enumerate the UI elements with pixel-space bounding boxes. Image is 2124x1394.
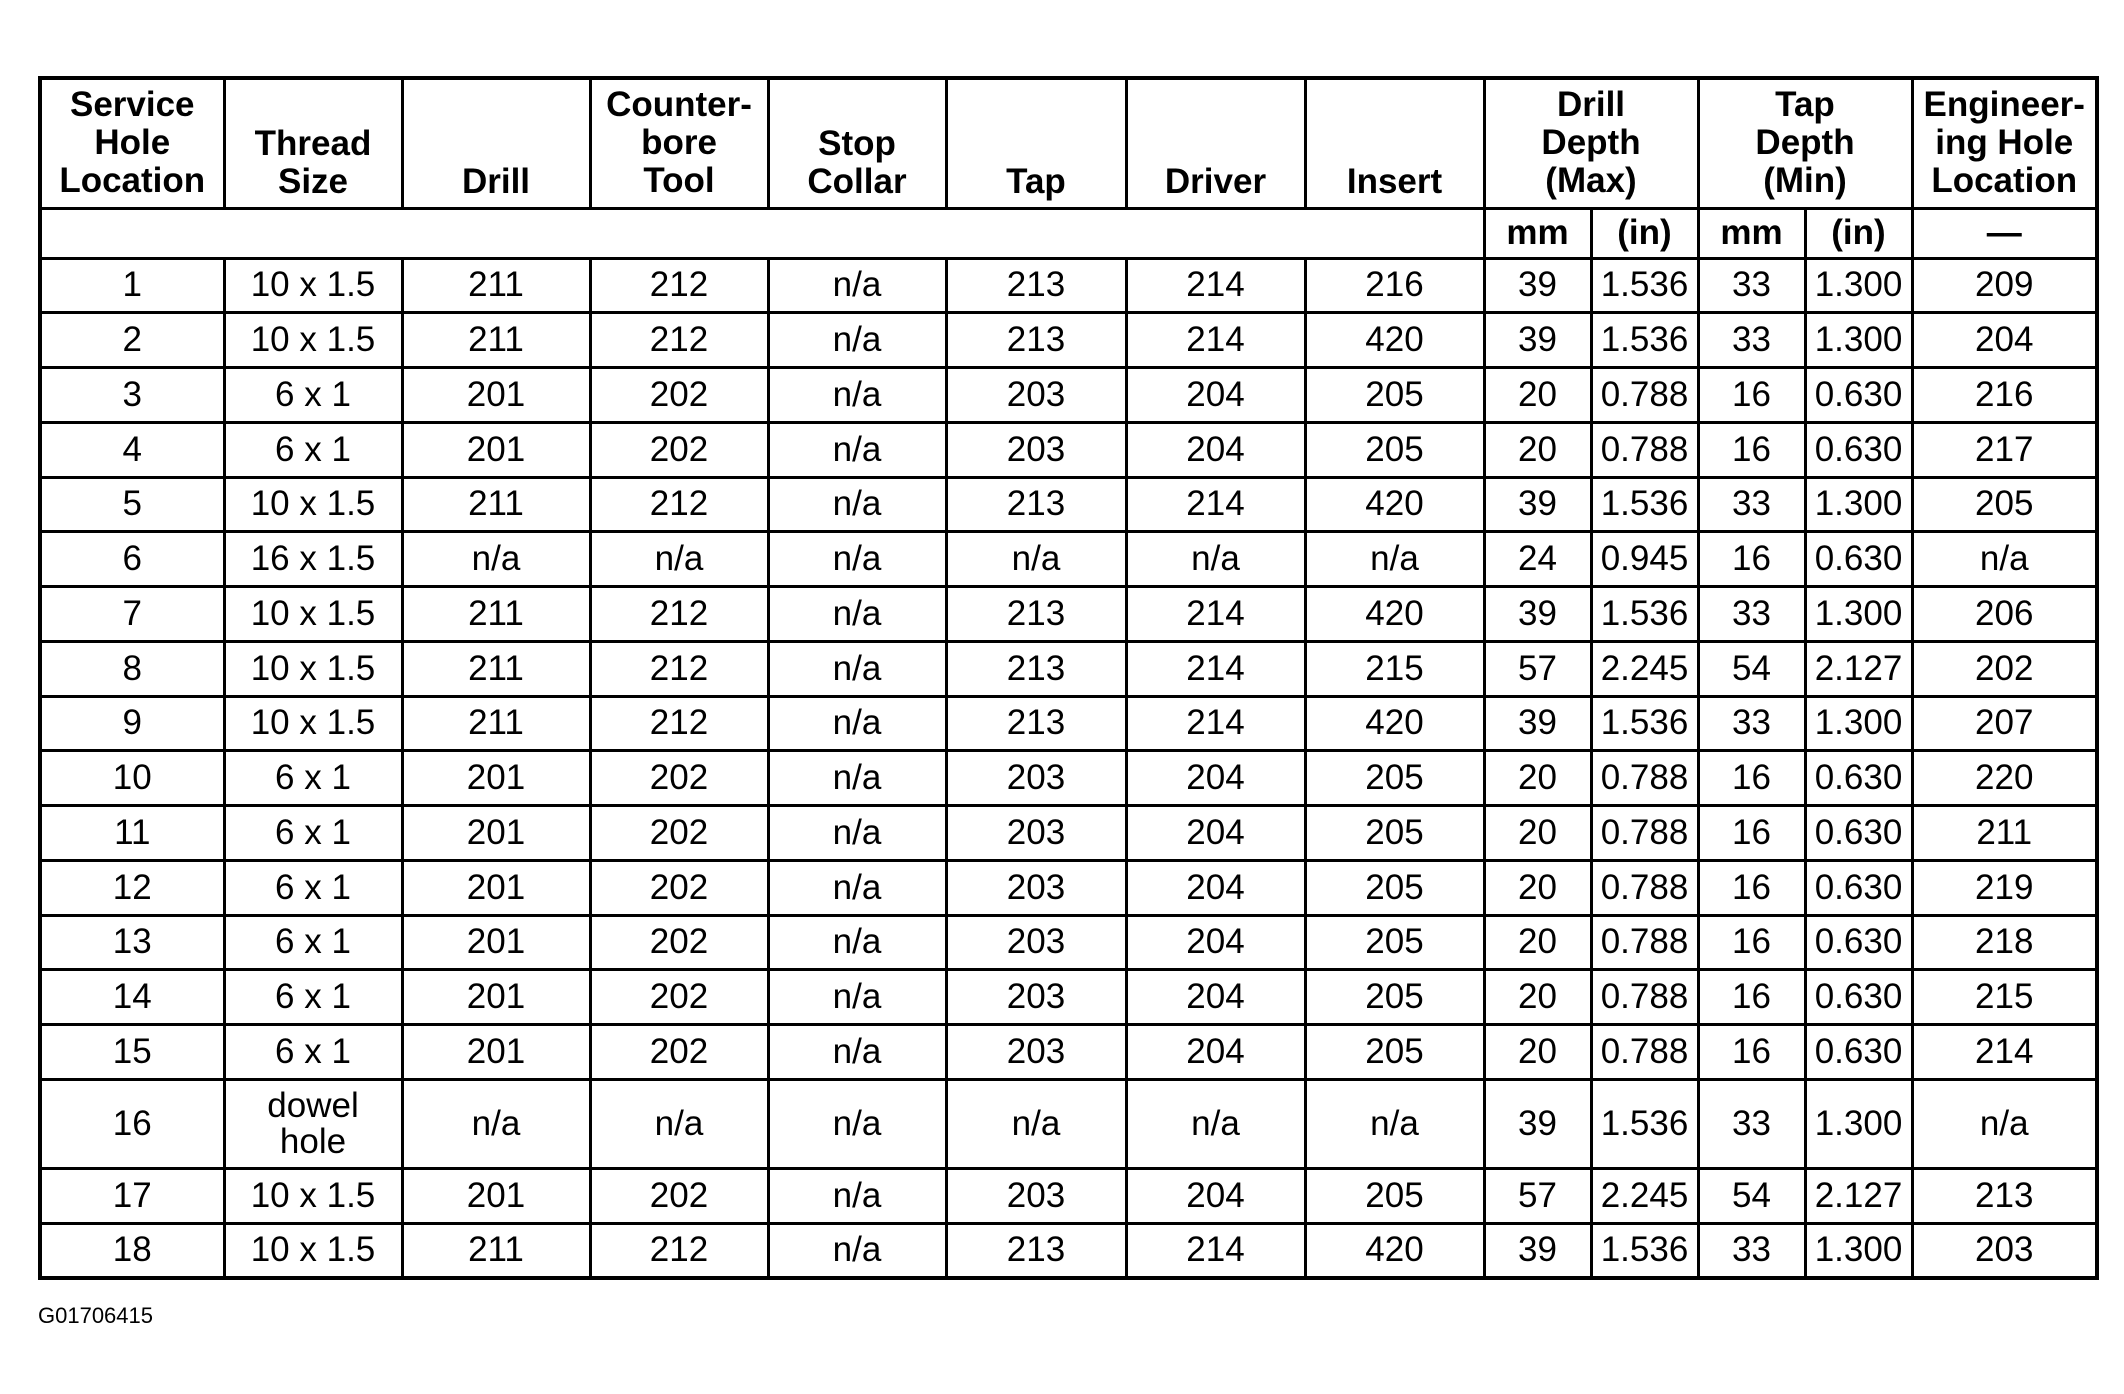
table-row — [40, 313, 2097, 368]
cell-drill-depth-in: 0.788 — [1591, 1025, 1698, 1080]
cell-engineering-hole-location: 216 — [1912, 368, 2097, 423]
cell-insert: 205 — [1305, 422, 1484, 477]
cell-drill-depth-in: 0.945 — [1591, 532, 1698, 587]
cell-driver: n/a — [1126, 1079, 1305, 1168]
cell-insert: 205 — [1305, 915, 1484, 970]
cell-tap-depth-in: 1.300 — [1805, 258, 1912, 313]
cell-drill-depth-in: 2.245 — [1591, 641, 1698, 696]
cell-driver: 204 — [1126, 860, 1305, 915]
cell-stop-collar: n/a — [768, 587, 946, 642]
cell-tap-depth-in: 1.300 — [1805, 1223, 1912, 1278]
cell-engineering-hole-location: n/a — [1912, 1079, 2097, 1168]
cell-service-hole-location: 7 — [40, 587, 224, 642]
cell-counterbore-tool: 202 — [590, 915, 768, 970]
cell-driver: 214 — [1126, 696, 1305, 751]
cell-service-hole-location: 18 — [40, 1223, 224, 1278]
cell-thread-size: dowel hole — [224, 1079, 402, 1168]
cell-engineering-hole-location: 218 — [1912, 915, 2097, 970]
cell-insert: 420 — [1305, 587, 1484, 642]
cell-engineering-hole-location: 207 — [1912, 696, 2097, 751]
cell-tap: 213 — [946, 258, 1126, 313]
unit-tap-depth-mm: mm — [1698, 208, 1805, 258]
cell-drill-depth-in: 1.536 — [1591, 258, 1698, 313]
cell-drill: 201 — [402, 1025, 590, 1080]
cell-counterbore-tool: n/a — [590, 532, 768, 587]
table-row — [40, 696, 2097, 751]
cell-service-hole-location: 9 — [40, 696, 224, 751]
cell-insert: 205 — [1305, 860, 1484, 915]
cell-engineering-hole-location: 217 — [1912, 422, 2097, 477]
cell-driver: 204 — [1126, 970, 1305, 1025]
cell-drill: 201 — [402, 1168, 590, 1223]
cell-tap-depth-mm: 16 — [1698, 532, 1805, 587]
cell-driver: 214 — [1126, 1223, 1305, 1278]
cell-tap-depth-mm: 33 — [1698, 1079, 1805, 1168]
cell-service-hole-location: 11 — [40, 806, 224, 861]
table-row — [40, 1025, 2097, 1080]
cell-tap-depth-in: 0.630 — [1805, 532, 1912, 587]
cell-drill-depth-mm: 20 — [1484, 806, 1591, 861]
cell-engineering-hole-location: 205 — [1912, 477, 2097, 532]
cell-tap-depth-in: 0.630 — [1805, 422, 1912, 477]
table-row — [40, 1168, 2097, 1223]
cell-drill-depth-in: 1.536 — [1591, 696, 1698, 751]
cell-tap: 213 — [946, 587, 1126, 642]
cell-tap: 203 — [946, 860, 1126, 915]
cell-insert: n/a — [1305, 532, 1484, 587]
cell-tap-depth-in: 1.300 — [1805, 1079, 1912, 1168]
header-thread-size: Thread Size — [224, 78, 402, 208]
cell-service-hole-location: 17 — [40, 1168, 224, 1223]
cell-insert: 420 — [1305, 1223, 1484, 1278]
cell-tap-depth-in: 2.127 — [1805, 1168, 1912, 1223]
cell-tap-depth-mm: 16 — [1698, 806, 1805, 861]
cell-tap-depth-in: 0.630 — [1805, 970, 1912, 1025]
cell-tap-depth-in: 0.630 — [1805, 806, 1912, 861]
header-tap: Tap — [946, 78, 1126, 208]
cell-service-hole-location: 16 — [40, 1079, 224, 1168]
table-row — [40, 641, 2097, 696]
cell-service-hole-location: 6 — [40, 532, 224, 587]
cell-tap: 203 — [946, 970, 1126, 1025]
cell-drill-depth-mm: 20 — [1484, 970, 1591, 1025]
table-row — [40, 915, 2097, 970]
cell-counterbore-tool: 202 — [590, 860, 768, 915]
cell-drill-depth-in: 1.536 — [1591, 1079, 1698, 1168]
cell-tap-depth-mm: 16 — [1698, 970, 1805, 1025]
unit-drill-depth-in: (in) — [1591, 208, 1698, 258]
cell-thread-size: 10 x 1.5 — [224, 477, 402, 532]
cell-driver: 204 — [1126, 422, 1305, 477]
cell-driver: n/a — [1126, 532, 1305, 587]
cell-stop-collar: n/a — [768, 641, 946, 696]
table-row — [40, 860, 2097, 915]
cell-tap-depth-mm: 33 — [1698, 313, 1805, 368]
cell-service-hole-location: 13 — [40, 915, 224, 970]
cell-driver: 204 — [1126, 368, 1305, 423]
cell-drill-depth-in: 1.536 — [1591, 313, 1698, 368]
cell-engineering-hole-location: 211 — [1912, 806, 2097, 861]
cell-tap-depth-in: 1.300 — [1805, 587, 1912, 642]
cell-drill-depth-in: 0.788 — [1591, 806, 1698, 861]
cell-drill-depth-mm: 39 — [1484, 313, 1591, 368]
cell-drill-depth-in: 1.536 — [1591, 477, 1698, 532]
cell-tap: 203 — [946, 422, 1126, 477]
cell-stop-collar: n/a — [768, 368, 946, 423]
cell-stop-collar: n/a — [768, 751, 946, 806]
cell-tap: 213 — [946, 641, 1126, 696]
cell-stop-collar: n/a — [768, 970, 946, 1025]
cell-drill-depth-in: 2.245 — [1591, 1168, 1698, 1223]
cell-driver: 214 — [1126, 587, 1305, 642]
cell-thread-size: 6 x 1 — [224, 1025, 402, 1080]
cell-drill: 211 — [402, 587, 590, 642]
cell-insert: 205 — [1305, 1168, 1484, 1223]
cell-tap: 203 — [946, 915, 1126, 970]
cell-tap: 203 — [946, 1168, 1126, 1223]
cell-tap: 203 — [946, 1025, 1126, 1080]
cell-tap-depth-mm: 16 — [1698, 751, 1805, 806]
units-row-blank — [40, 208, 1484, 258]
cell-stop-collar: n/a — [768, 1079, 946, 1168]
cell-engineering-hole-location: 202 — [1912, 641, 2097, 696]
cell-insert: 205 — [1305, 751, 1484, 806]
cell-engineering-hole-location: 219 — [1912, 860, 2097, 915]
cell-tap-depth-in: 0.630 — [1805, 860, 1912, 915]
cell-tap-depth-in: 0.630 — [1805, 915, 1912, 970]
cell-tap-depth-mm: 54 — [1698, 1168, 1805, 1223]
cell-drill: 201 — [402, 915, 590, 970]
cell-tap-depth-in: 2.127 — [1805, 641, 1912, 696]
cell-counterbore-tool: 212 — [590, 696, 768, 751]
cell-drill-depth-in: 0.788 — [1591, 970, 1698, 1025]
cell-service-hole-location: 5 — [40, 477, 224, 532]
cell-tap-depth-mm: 16 — [1698, 915, 1805, 970]
cell-counterbore-tool: 202 — [590, 751, 768, 806]
cell-thread-size: 10 x 1.5 — [224, 641, 402, 696]
cell-drill-depth-mm: 20 — [1484, 368, 1591, 423]
cell-drill-depth-in: 1.536 — [1591, 587, 1698, 642]
cell-counterbore-tool: 212 — [590, 258, 768, 313]
cell-tap-depth-mm: 16 — [1698, 368, 1805, 423]
cell-driver: 214 — [1126, 477, 1305, 532]
cell-drill: 201 — [402, 806, 590, 861]
cell-counterbore-tool: 212 — [590, 587, 768, 642]
cell-drill: 211 — [402, 313, 590, 368]
cell-insert: 205 — [1305, 1025, 1484, 1080]
table-row — [40, 477, 2097, 532]
cell-tap: 203 — [946, 806, 1126, 861]
cell-drill-depth-mm: 24 — [1484, 532, 1591, 587]
cell-driver: 204 — [1126, 1025, 1305, 1080]
cell-drill: 201 — [402, 970, 590, 1025]
cell-thread-size: 10 x 1.5 — [224, 1168, 402, 1223]
cell-driver: 214 — [1126, 641, 1305, 696]
cell-stop-collar: n/a — [768, 915, 946, 970]
cell-tap-depth-mm: 16 — [1698, 422, 1805, 477]
cell-engineering-hole-location: 220 — [1912, 751, 2097, 806]
cell-drill-depth-mm: 57 — [1484, 1168, 1591, 1223]
header-drill: Drill — [402, 78, 590, 208]
cell-drill: 211 — [402, 477, 590, 532]
cell-service-hole-location: 14 — [40, 970, 224, 1025]
cell-engineering-hole-location: 209 — [1912, 258, 2097, 313]
cell-stop-collar: n/a — [768, 1223, 946, 1278]
cell-counterbore-tool: 212 — [590, 1223, 768, 1278]
cell-tap: 213 — [946, 696, 1126, 751]
cell-stop-collar: n/a — [768, 860, 946, 915]
cell-driver: 214 — [1126, 313, 1305, 368]
cell-driver: 214 — [1126, 258, 1305, 313]
cell-drill-depth-in: 0.788 — [1591, 368, 1698, 423]
cell-service-hole-location: 1 — [40, 258, 224, 313]
cell-thread-size: 6 x 1 — [224, 860, 402, 915]
cell-driver: 204 — [1126, 806, 1305, 861]
cell-drill: n/a — [402, 532, 590, 587]
cell-drill-depth-mm: 20 — [1484, 751, 1591, 806]
cell-stop-collar: n/a — [768, 477, 946, 532]
cell-tap-depth-mm: 33 — [1698, 696, 1805, 751]
cell-thread-size: 10 x 1.5 — [224, 696, 402, 751]
cell-service-hole-location: 8 — [40, 641, 224, 696]
cell-engineering-hole-location: 213 — [1912, 1168, 2097, 1223]
cell-thread-size: 10 x 1.5 — [224, 587, 402, 642]
cell-stop-collar: n/a — [768, 313, 946, 368]
cell-service-hole-location: 2 — [40, 313, 224, 368]
cell-thread-size: 10 x 1.5 — [224, 258, 402, 313]
cell-drill: 211 — [402, 696, 590, 751]
cell-counterbore-tool: 202 — [590, 970, 768, 1025]
cell-drill-depth-mm: 57 — [1484, 641, 1591, 696]
cell-drill: 201 — [402, 368, 590, 423]
cell-thread-size: 6 x 1 — [224, 806, 402, 861]
unit-engineering-hole: — — [1912, 208, 2097, 258]
cell-drill: 201 — [402, 422, 590, 477]
cell-stop-collar: n/a — [768, 422, 946, 477]
cell-tap-depth-in: 0.630 — [1805, 1025, 1912, 1080]
cell-counterbore-tool: 212 — [590, 313, 768, 368]
cell-drill-depth-mm: 39 — [1484, 587, 1591, 642]
cell-insert: n/a — [1305, 1079, 1484, 1168]
cell-tap-depth-in: 1.300 — [1805, 313, 1912, 368]
cell-tap: 203 — [946, 368, 1126, 423]
cell-counterbore-tool: 202 — [590, 422, 768, 477]
table-row — [40, 1079, 2097, 1168]
table-row — [40, 806, 2097, 861]
table-row — [40, 751, 2097, 806]
cell-tap-depth-in: 1.300 — [1805, 477, 1912, 532]
cell-drill-depth-in: 1.536 — [1591, 1223, 1698, 1278]
table-row — [40, 970, 2097, 1025]
unit-tap-depth-in: (in) — [1805, 208, 1912, 258]
cell-tap: n/a — [946, 532, 1126, 587]
cell-drill: 201 — [402, 751, 590, 806]
cell-tap-depth-mm: 33 — [1698, 1223, 1805, 1278]
cell-tap: 213 — [946, 1223, 1126, 1278]
cell-stop-collar: n/a — [768, 1168, 946, 1223]
cell-tap-depth-mm: 33 — [1698, 258, 1805, 313]
header-tap-depth: Tap Depth (Min) — [1698, 78, 1912, 208]
header-drill-depth: Drill Depth (Max) — [1484, 78, 1698, 208]
cell-drill-depth-mm: 20 — [1484, 915, 1591, 970]
cell-insert: 205 — [1305, 368, 1484, 423]
cell-drill: n/a — [402, 1079, 590, 1168]
cell-engineering-hole-location: 214 — [1912, 1025, 2097, 1080]
cell-drill: 201 — [402, 860, 590, 915]
cell-counterbore-tool: 202 — [590, 806, 768, 861]
cell-tap: 203 — [946, 751, 1126, 806]
cell-tap-depth-in: 0.630 — [1805, 751, 1912, 806]
cell-thread-size: 6 x 1 — [224, 368, 402, 423]
cell-service-hole-location: 15 — [40, 1025, 224, 1080]
service-hole-table — [38, 76, 2099, 1280]
cell-service-hole-location: 3 — [40, 368, 224, 423]
cell-driver: 204 — [1126, 751, 1305, 806]
header-insert: Insert — [1305, 78, 1484, 208]
cell-insert: 205 — [1305, 806, 1484, 861]
cell-engineering-hole-location: 215 — [1912, 970, 2097, 1025]
cell-drill-depth-in: 0.788 — [1591, 422, 1698, 477]
cell-stop-collar: n/a — [768, 1025, 946, 1080]
cell-counterbore-tool: 202 — [590, 1168, 768, 1223]
table-row — [40, 258, 2097, 313]
cell-engineering-hole-location: 206 — [1912, 587, 2097, 642]
cell-thread-size: 6 x 1 — [224, 422, 402, 477]
cell-counterbore-tool: n/a — [590, 1079, 768, 1168]
header-driver: Driver — [1126, 78, 1305, 208]
cell-drill-depth-in: 0.788 — [1591, 751, 1698, 806]
cell-counterbore-tool: 202 — [590, 368, 768, 423]
table-row — [40, 1223, 2097, 1278]
cell-drill: 211 — [402, 258, 590, 313]
cell-drill-depth-in: 0.788 — [1591, 860, 1698, 915]
cell-service-hole-location: 4 — [40, 422, 224, 477]
header-counterbore-tool: Counter- bore Tool — [590, 78, 768, 208]
table-row — [40, 532, 2097, 587]
cell-engineering-hole-location: n/a — [1912, 532, 2097, 587]
cell-service-hole-location: 10 — [40, 751, 224, 806]
cell-thread-size: 16 x 1.5 — [224, 532, 402, 587]
cell-stop-collar: n/a — [768, 532, 946, 587]
cell-tap-depth-mm: 33 — [1698, 587, 1805, 642]
figure-id: G01706415 — [38, 1303, 153, 1328]
table-row — [40, 587, 2097, 642]
cell-tap-depth-in: 1.300 — [1805, 696, 1912, 751]
cell-service-hole-location: 12 — [40, 860, 224, 915]
cell-tap: 213 — [946, 313, 1126, 368]
cell-counterbore-tool: 212 — [590, 477, 768, 532]
cell-tap-depth-mm: 54 — [1698, 641, 1805, 696]
cell-insert: 216 — [1305, 258, 1484, 313]
cell-drill-depth-mm: 39 — [1484, 477, 1591, 532]
cell-engineering-hole-location: 203 — [1912, 1223, 2097, 1278]
cell-tap-depth-mm: 16 — [1698, 860, 1805, 915]
cell-stop-collar: n/a — [768, 696, 946, 751]
cell-drill-depth-mm: 20 — [1484, 422, 1591, 477]
cell-thread-size: 10 x 1.5 — [224, 313, 402, 368]
cell-drill: 211 — [402, 1223, 590, 1278]
cell-thread-size: 6 x 1 — [224, 970, 402, 1025]
cell-thread-size: 10 x 1.5 — [224, 1223, 402, 1278]
cell-thread-size: 6 x 1 — [224, 915, 402, 970]
cell-drill-depth-mm: 20 — [1484, 1025, 1591, 1080]
cell-insert: 420 — [1305, 313, 1484, 368]
cell-drill-depth-mm: 39 — [1484, 1079, 1591, 1168]
table-row — [40, 422, 2097, 477]
cell-tap: 213 — [946, 477, 1126, 532]
header-engineering-hole-location: Engineer- ing Hole Location — [1912, 78, 2097, 208]
cell-tap-depth-in: 0.630 — [1805, 368, 1912, 423]
cell-counterbore-tool: 202 — [590, 1025, 768, 1080]
cell-insert: 420 — [1305, 477, 1484, 532]
cell-insert: 420 — [1305, 696, 1484, 751]
cell-stop-collar: n/a — [768, 258, 946, 313]
cell-drill-depth-mm: 20 — [1484, 860, 1591, 915]
table-row — [40, 368, 2097, 423]
cell-drill-depth-mm: 39 — [1484, 258, 1591, 313]
cell-tap-depth-mm: 33 — [1698, 477, 1805, 532]
unit-drill-depth-mm: mm — [1484, 208, 1591, 258]
cell-drill: 211 — [402, 641, 590, 696]
cell-drill-depth-mm: 39 — [1484, 696, 1591, 751]
cell-insert: 215 — [1305, 641, 1484, 696]
cell-thread-size: 6 x 1 — [224, 751, 402, 806]
header-service-hole-location: Service Hole Location — [40, 78, 224, 208]
cell-stop-collar: n/a — [768, 806, 946, 861]
header-stop-collar: Stop Collar — [768, 78, 946, 208]
cell-insert: 205 — [1305, 970, 1484, 1025]
cell-tap: n/a — [946, 1079, 1126, 1168]
cell-drill-depth-mm: 39 — [1484, 1223, 1591, 1278]
cell-counterbore-tool: 212 — [590, 641, 768, 696]
cell-driver: 204 — [1126, 915, 1305, 970]
cell-engineering-hole-location: 204 — [1912, 313, 2097, 368]
cell-tap-depth-mm: 16 — [1698, 1025, 1805, 1080]
table-body — [40, 258, 2097, 1278]
cell-driver: 204 — [1126, 1168, 1305, 1223]
cell-drill-depth-in: 0.788 — [1591, 915, 1698, 970]
